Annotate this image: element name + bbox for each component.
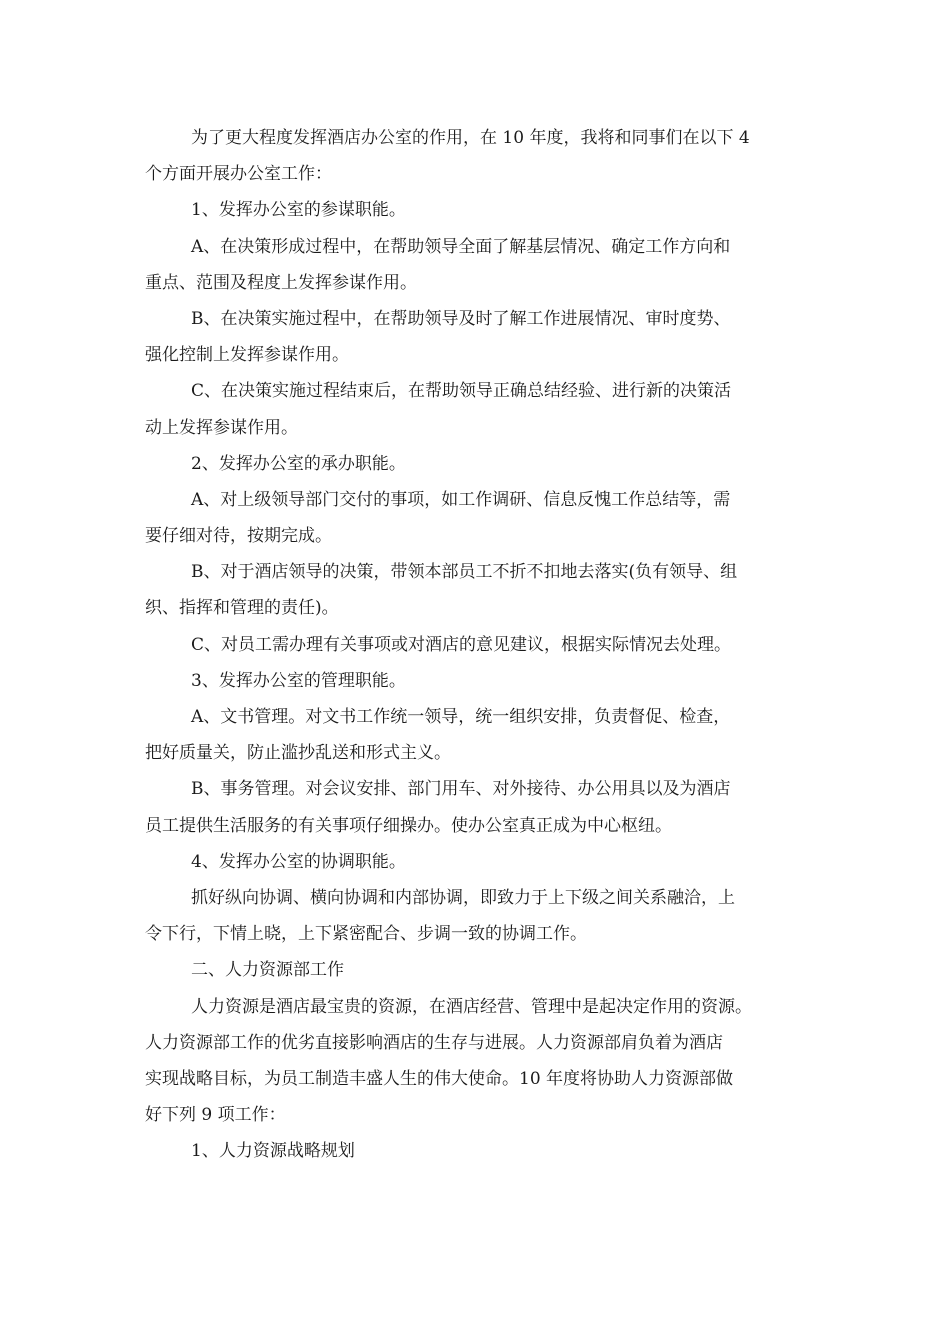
- paragraph-line: 人力资源是酒店最宝贵的资源，在酒店经营、管理中是起决定作用的资源。: [191, 996, 752, 1017]
- paragraph-line: 强化控制上发挥参谋作用。: [145, 345, 349, 366]
- section-heading: 1、发挥办公室的参谋职能。: [191, 200, 406, 221]
- paragraph-line: 抓好纵向协调、横向协调和内部协调，即致力于上下级之间关系融洽，上: [191, 887, 735, 908]
- paragraph-line: 要仔细对待，按期完成。: [145, 526, 332, 547]
- paragraph-line: 为了更大程度发挥酒店办公室的作用，在 10 年度，我将和同事们在以下 4: [191, 128, 750, 148]
- section-heading: 1、人力资源战略规划: [191, 1141, 355, 1162]
- section-heading: 4、发挥办公室的协调职能。: [191, 851, 406, 872]
- paragraph-line: 织、指挥和管理的责任)。: [145, 598, 339, 619]
- paragraph-line: 个方面开展办公室工作：: [145, 164, 332, 185]
- document-body: [145, 120, 810, 1169]
- paragraph-line: B、在决策实施过程中，在帮助领导及时了解工作进展情况、审时度势、: [191, 308, 731, 329]
- section-heading: 3、发挥办公室的管理职能。: [191, 670, 406, 691]
- paragraph-line: B、事务管理。对会议安排、部门用车、对外接待、办公用具以及为酒店: [191, 779, 731, 800]
- paragraph-line: 重点、范围及程度上发挥参谋作用。: [145, 272, 417, 293]
- paragraph-line: 员工提供生活服务的有关事项仔细操办。使办公室真正成为中心枢纽。: [145, 815, 672, 836]
- paragraph-line: 令下行，下情上晓，上下紧密配合、步调一致的协调工作。: [145, 924, 587, 945]
- paragraph-line: B、对于酒店领导的决策，带领本部员工不折不扣地去落实(负有领导、组: [191, 562, 738, 583]
- paragraph-line: C、在决策实施过程结束后，在帮助领导正确总结经验、进行新的决策活: [191, 381, 732, 402]
- paragraph-line: A、在决策形成过程中，在帮助领导全面了解基层情况、确定工作方向和: [191, 236, 731, 257]
- paragraph-line: C、对员工需办理有关事项或对酒店的意见建议，根据实际情况去处理。: [191, 634, 732, 655]
- paragraph-line: 动上发挥参谋作用。: [145, 417, 298, 438]
- paragraph-line: 好下列 9 项工作：: [145, 1105, 286, 1126]
- paragraph-line: A、文书管理。对文书工作统一领导，统一组织安排，负责督促、检查，: [191, 707, 731, 727]
- paragraph-line: 把好质量关，防止滥抄乱送和形式主义。: [145, 743, 451, 764]
- chapter-heading: 二、人力资源部工作: [191, 960, 344, 981]
- paragraph-line: 人力资源部工作的优劣直接影响酒店的生存与进展。人力资源部肩负着为酒店: [145, 1032, 723, 1053]
- paragraph-line: 实现战略目标，为员工制造丰盛人生的伟大使命。10 年度将协助人力资源部做: [145, 1068, 734, 1089]
- section-heading: 2、发挥办公室的承办职能。: [191, 453, 406, 474]
- paragraph-line: A、对上级领导部门交付的事项，如工作调研、信息反愧工作总结等，需: [191, 489, 731, 510]
